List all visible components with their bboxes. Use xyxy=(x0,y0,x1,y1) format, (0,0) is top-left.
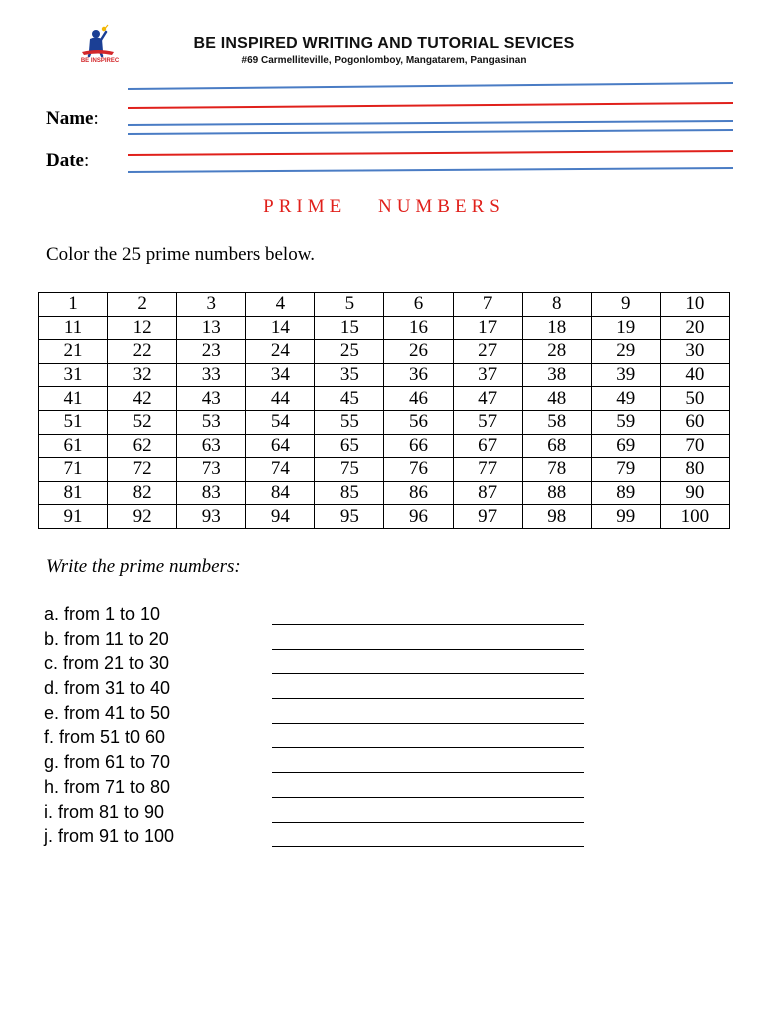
grid-cell[interactable]: 77 xyxy=(453,458,522,482)
grid-cell[interactable]: 10 xyxy=(660,293,729,317)
grid-cell[interactable]: 90 xyxy=(660,481,729,505)
date-field-label xyxy=(46,150,89,172)
grid-cell[interactable]: 73 xyxy=(177,458,246,482)
grid-cell[interactable]: 47 xyxy=(453,387,522,411)
grid-cell[interactable]: 71 xyxy=(39,458,108,482)
grid-cell[interactable]: 52 xyxy=(108,410,177,434)
answer-line[interactable] xyxy=(272,698,584,699)
grid-cell[interactable]: 35 xyxy=(315,363,384,387)
grid-cell[interactable]: 72 xyxy=(108,458,177,482)
answer-line[interactable] xyxy=(272,772,584,773)
page-title: PRIME NUMBERS xyxy=(263,196,505,217)
grid-cell[interactable]: 66 xyxy=(384,434,453,458)
grid-cell[interactable]: 9 xyxy=(591,293,660,317)
grid-cell[interactable]: 95 xyxy=(315,505,384,529)
name-label-colon: : xyxy=(93,108,99,129)
question-row xyxy=(44,727,604,752)
grid-cell[interactable]: 64 xyxy=(246,434,315,458)
grid-cell[interactable]: 22 xyxy=(108,340,177,364)
grid-cell[interactable]: 67 xyxy=(453,434,522,458)
grid-cell[interactable]: 97 xyxy=(453,505,522,529)
grid-cell[interactable]: 58 xyxy=(522,410,591,434)
grid-cell[interactable]: 18 xyxy=(522,316,591,340)
grid-cell[interactable]: 69 xyxy=(591,434,660,458)
grid-row xyxy=(39,363,730,387)
grid-cell[interactable]: 57 xyxy=(453,410,522,434)
grid-row xyxy=(39,481,730,505)
grid-cell[interactable]: 49 xyxy=(591,387,660,411)
grid-cell[interactable]: 32 xyxy=(108,363,177,387)
grid-cell[interactable]: 91 xyxy=(39,505,108,529)
grid-row xyxy=(39,340,730,364)
grid-cell[interactable]: 24 xyxy=(246,340,315,364)
grid-cell[interactable]: 27 xyxy=(453,340,522,364)
grid-cell[interactable]: 31 xyxy=(39,363,108,387)
grid-cell[interactable]: 93 xyxy=(177,505,246,529)
grid-row xyxy=(39,316,730,340)
number-grid xyxy=(38,292,730,529)
grid-cell[interactable]: 28 xyxy=(522,340,591,364)
grid-cell[interactable]: 14 xyxy=(246,316,315,340)
grid-cell[interactable]: 48 xyxy=(522,387,591,411)
date-label-text: Date xyxy=(46,150,84,171)
date-blue-line xyxy=(128,168,733,172)
grid-cell[interactable]: 13 xyxy=(177,316,246,340)
grid-cell[interactable]: 78 xyxy=(522,458,591,482)
name-label-text: Name xyxy=(46,108,94,129)
grid-cell[interactable]: 81 xyxy=(39,481,108,505)
name-blue-line-2 xyxy=(128,130,733,134)
grid-cell[interactable]: 5 xyxy=(315,293,384,317)
grid-row xyxy=(39,410,730,434)
answer-line[interactable] xyxy=(272,673,584,674)
grid-cell[interactable]: 19 xyxy=(591,316,660,340)
write-primes-heading: Write the prime numbers: xyxy=(46,556,241,577)
grid-cell[interactable]: 55 xyxy=(315,410,384,434)
answer-line[interactable] xyxy=(272,747,584,748)
question-label: a. from 1 to 10 xyxy=(44,604,161,624)
grid-cell[interactable]: 89 xyxy=(591,481,660,505)
question-label: b. from 11 to 20 xyxy=(44,628,169,649)
grid-cell[interactable]: 56 xyxy=(384,410,453,434)
grid-cell[interactable]: 59 xyxy=(591,410,660,434)
question-label: g. from 61 to 70 xyxy=(44,752,171,773)
date-red-line xyxy=(128,151,733,155)
grid-cell[interactable]: 2 xyxy=(108,293,177,317)
grid-cell[interactable]: 11 xyxy=(39,316,108,340)
question-row xyxy=(44,826,604,851)
grid-cell[interactable]: 54 xyxy=(246,410,315,434)
name-field-label xyxy=(46,108,99,130)
grid-cell[interactable]: 17 xyxy=(453,316,522,340)
grid-cell[interactable]: 21 xyxy=(39,340,108,364)
grid-cell[interactable]: 99 xyxy=(591,505,660,529)
question-label: f. from 51 t0 60 xyxy=(44,727,166,748)
grid-cell[interactable]: 25 xyxy=(315,340,384,364)
grid-cell[interactable]: 42 xyxy=(108,387,177,411)
grid-cell[interactable]: 61 xyxy=(39,434,108,458)
grid-cell[interactable]: 8 xyxy=(522,293,591,317)
question-row xyxy=(44,653,604,678)
grid-cell[interactable]: 34 xyxy=(246,363,315,387)
grid-cell[interactable]: 38 xyxy=(522,363,591,387)
grid-cell[interactable]: 63 xyxy=(177,434,246,458)
organization-name: BE INSPIRED WRITING AND TUTORIAL SEVICES xyxy=(193,35,575,52)
organization-address: #69 Carmelliteville, Pogonlomboy, Mangatarem, Pangasinan xyxy=(241,55,527,66)
grid-cell[interactable]: 74 xyxy=(246,458,315,482)
question-label: c. from 21 to 30 xyxy=(44,653,170,674)
grid-row xyxy=(39,505,730,529)
grid-cell[interactable]: 65 xyxy=(315,434,384,458)
writing-lines xyxy=(0,0,768,190)
grid-cell[interactable]: 96 xyxy=(384,505,453,529)
grid-cell[interactable]: 4 xyxy=(246,293,315,317)
question-list xyxy=(44,604,604,851)
grid-cell[interactable]: 15 xyxy=(315,316,384,340)
grid-row xyxy=(39,434,730,458)
grid-cell[interactable]: 12 xyxy=(108,316,177,340)
grid-cell[interactable]: 37 xyxy=(453,363,522,387)
grid-cell[interactable]: 94 xyxy=(246,505,315,529)
question-row xyxy=(44,604,604,629)
grid-cell[interactable]: 100 xyxy=(660,505,729,529)
grid-cell[interactable]: 44 xyxy=(246,387,315,411)
grid-cell[interactable]: 23 xyxy=(177,340,246,364)
grid-cell[interactable]: 33 xyxy=(177,363,246,387)
question-label: j. from 91 to 100 xyxy=(44,826,175,847)
grid-cell[interactable]: 98 xyxy=(522,505,591,529)
grid-cell[interactable]: 88 xyxy=(522,481,591,505)
grid-cell[interactable]: 40 xyxy=(660,363,729,387)
answer-line[interactable] xyxy=(272,723,584,724)
grid-cell[interactable]: 7 xyxy=(453,293,522,317)
grid-cell[interactable]: 92 xyxy=(108,505,177,529)
question-row xyxy=(44,752,604,777)
question-row xyxy=(44,678,604,703)
grid-cell[interactable]: 60 xyxy=(660,410,729,434)
grid-cell[interactable]: 26 xyxy=(384,340,453,364)
grid-cell[interactable]: 41 xyxy=(39,387,108,411)
grid-cell[interactable]: 83 xyxy=(177,481,246,505)
grid-cell[interactable]: 46 xyxy=(384,387,453,411)
grid-cell[interactable]: 86 xyxy=(384,481,453,505)
header-blue-line-top xyxy=(128,83,733,89)
grid-cell[interactable]: 6 xyxy=(384,293,453,317)
question-row xyxy=(44,703,604,728)
grid-cell[interactable]: 51 xyxy=(39,410,108,434)
answer-line[interactable] xyxy=(272,649,584,650)
grid-cell[interactable]: 43 xyxy=(177,387,246,411)
grid-cell[interactable]: 36 xyxy=(384,363,453,387)
question-label: i. from 81 to 90 xyxy=(44,801,165,822)
question-row xyxy=(44,629,604,654)
question-label: e. from 41 to 50 xyxy=(44,702,171,723)
question-row xyxy=(44,802,604,827)
name-blue-line-1 xyxy=(128,121,733,125)
grid-cell[interactable]: 3 xyxy=(177,293,246,317)
grid-cell[interactable]: 20 xyxy=(660,316,729,340)
instruction-text: Color the 25 prime numbers below. xyxy=(46,244,315,265)
date-label-colon: : xyxy=(83,150,90,171)
answer-line[interactable] xyxy=(272,797,584,798)
grid-cell[interactable]: 87 xyxy=(453,481,522,505)
grid-row xyxy=(39,387,730,411)
grid-cell[interactable]: 29 xyxy=(591,340,660,364)
grid-cell[interactable]: 62 xyxy=(108,434,177,458)
grid-cell[interactable]: 70 xyxy=(660,434,729,458)
grid-cell[interactable]: 75 xyxy=(315,458,384,482)
question-row xyxy=(44,777,604,802)
grid-cell[interactable]: 80 xyxy=(660,458,729,482)
question-label: d. from 31 to 40 xyxy=(44,678,171,699)
answer-line[interactable] xyxy=(272,822,584,823)
grid-cell[interactable]: 84 xyxy=(246,481,315,505)
answer-line[interactable] xyxy=(272,624,584,625)
grid-cell[interactable]: 85 xyxy=(315,481,384,505)
grid-cell[interactable]: 53 xyxy=(177,410,246,434)
grid-cell[interactable]: 76 xyxy=(384,458,453,482)
grid-cell[interactable]: 82 xyxy=(108,481,177,505)
grid-cell[interactable]: 1 xyxy=(39,293,108,317)
grid-cell[interactable]: 50 xyxy=(660,387,729,411)
grid-cell[interactable]: 45 xyxy=(315,387,384,411)
grid-cell[interactable]: 68 xyxy=(522,434,591,458)
question-label: h. from 71 to 80 xyxy=(44,776,171,797)
logo-text: BE INSPIREC xyxy=(80,58,120,64)
grid-row xyxy=(39,293,730,317)
grid-cell[interactable]: 30 xyxy=(660,340,729,364)
grid-cell[interactable]: 39 xyxy=(591,363,660,387)
header-red-line xyxy=(128,103,733,108)
answer-line[interactable] xyxy=(272,846,584,847)
grid-row xyxy=(39,458,730,482)
grid-cell[interactable]: 79 xyxy=(591,458,660,482)
grid-cell[interactable]: 16 xyxy=(384,316,453,340)
